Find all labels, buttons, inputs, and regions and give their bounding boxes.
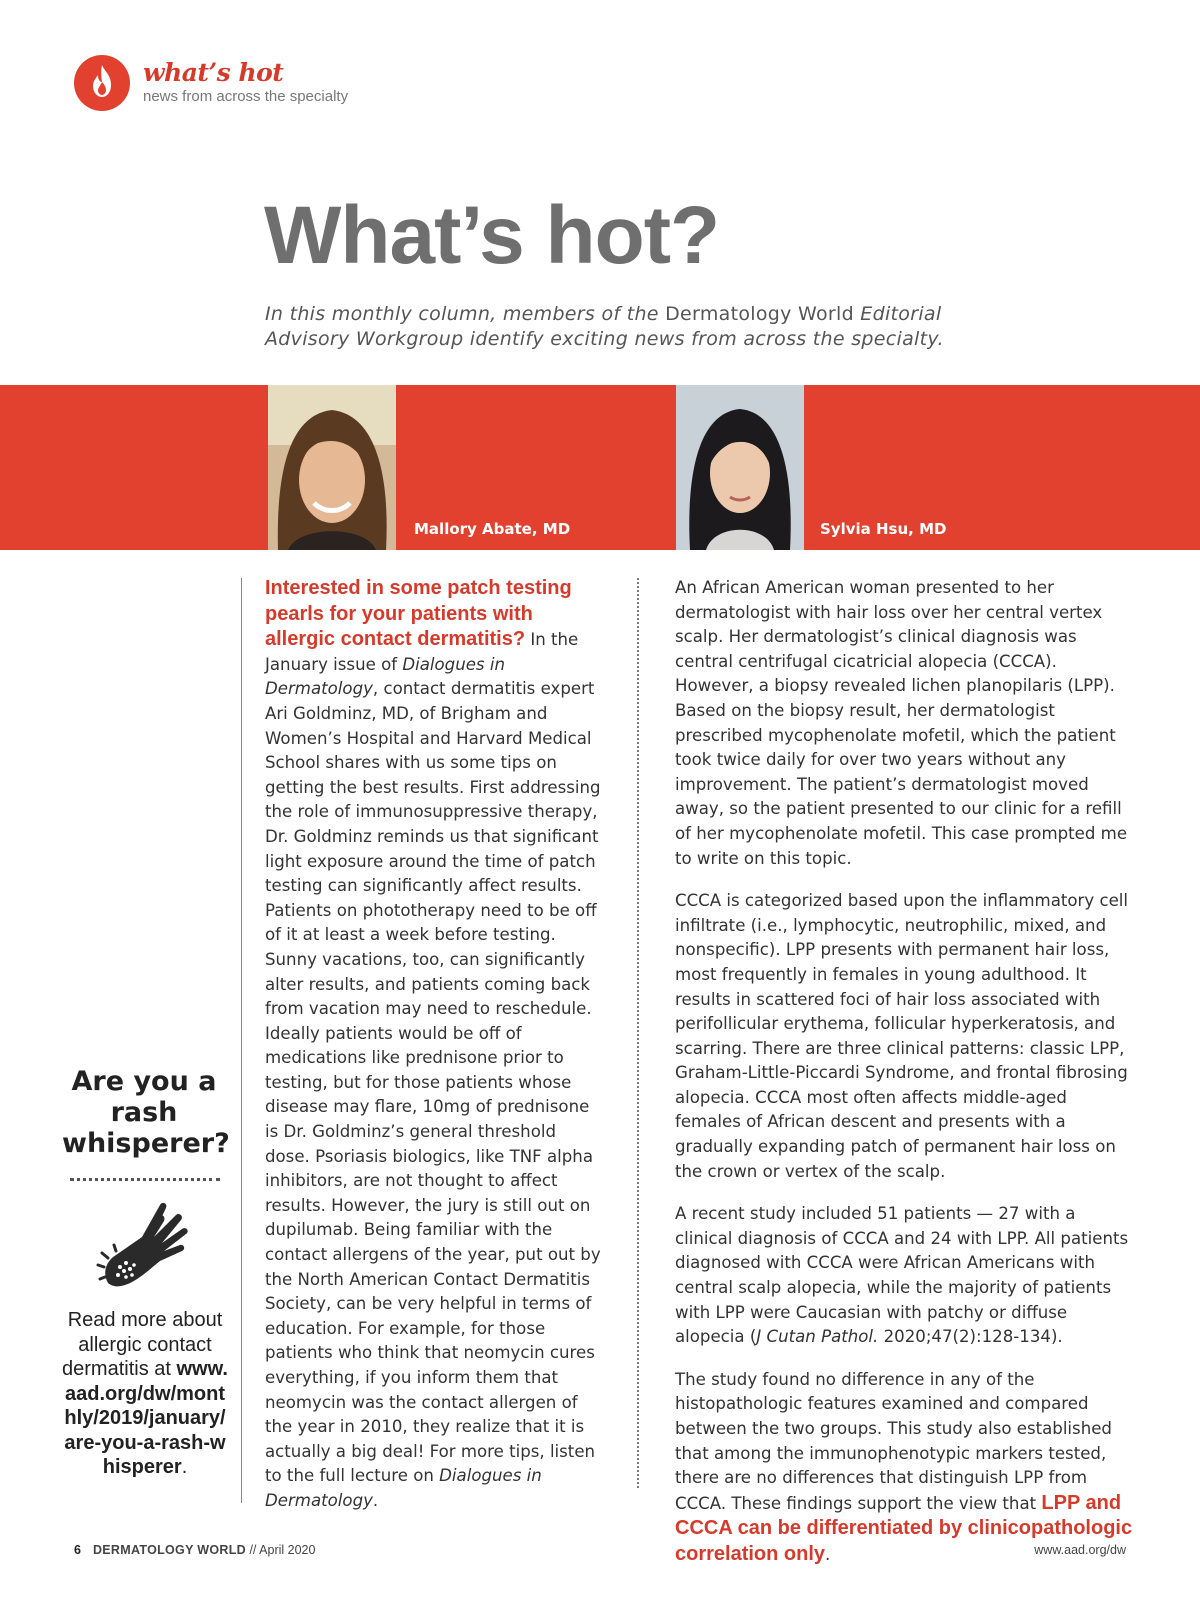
intro-part: Editorial Advisory Workgroup identify exciting news from across the specialty. (265, 303, 944, 350)
article-hsu (675, 576, 1135, 1586)
read-more-period: . (181, 1456, 188, 1478)
author-photo-abate (268, 385, 396, 550)
issue-date: April 2020 (259, 1543, 316, 1557)
article-text: 2020;47(2):128-134). (878, 1327, 1063, 1347)
article-text: The study found no difference in any of the histopathologic features examined and compared between the two groups. This study also established that among the immunophenotypic markers tested, there are no differences that distinguish LPP from CCCA. These findings support the view that (675, 1369, 1112, 1513)
article-text: , contact dermatitis expert Ari Goldminz, MD, of Brigham and Women’s Hospital and Harvard Medical School shares with us some tips on getting the best results. First addressing the role of immunosuppressive therapy, Dr. Goldminz reminds us that significant light exposure around the time of patch testing can significantly affect results. Patients on phototherapy need to be off of it at least a week before testing. Sunny vacations, too, can significantly alter results, and patients coming back from vacation may need to reschedule. Ideally patients would be off of medications like prednisone prior to testing, but for those patients whose disease may flare, 10mg of prednisone is Dr. Goldminz’s general threshold dose. Psoriasis biologics, like TNF alpha inhibitors, are not thought to affect results. However, the jury is still out on dupilumab. Being familiar with the contact allergens of the year, put out by the North American Contact Dermatitis Society, can be very helpful in terms of education. For example, for those patients who think that neomycin cures everything, if you inform them that neomycin was the contact allergen of the year in 2010, they realize that it is actually a big deal! For more tips, listen to the full lecture on (265, 679, 601, 1486)
article-text: A recent study included 51 patients — 27 with a clinical diagnosis of CCCA and 24 with LPP. All patients diagnosed with CCCA were African Americans with central scalp alopecia, while the majority of patients with LPP were Caucasian with patchy or diffuse alopecia ( (675, 1204, 1129, 1347)
article-text: . (825, 1544, 831, 1564)
footer-left (74, 1543, 315, 1557)
author-photo-hsu (676, 385, 804, 550)
intro-part: In this monthly column, members of the (265, 303, 666, 325)
intro-text (265, 302, 985, 352)
column-divider-dotted (637, 578, 639, 1488)
rash-hand-icon (90, 1195, 200, 1295)
author-band (0, 385, 1200, 550)
journal-citation: J Cutan Pathol. (756, 1327, 879, 1347)
source-title: Dialogues in Dermatology (265, 1466, 542, 1510)
column-divider-solid (241, 578, 242, 1503)
article-text: In the January issue of (265, 630, 579, 674)
page-number: 6 (74, 1543, 81, 1557)
article-abate (265, 576, 605, 1514)
read-more-text: Read more about allergic contact dermatitis at (62, 1309, 223, 1380)
article-paragraph (675, 1368, 1135, 1568)
highlight-conclusion: LPP and CCCA can be differentiated by clinicopathologic correlation only (675, 1491, 1133, 1565)
magazine-name: DERMATOLOGY WORLD (92, 1543, 246, 1557)
article-paragraph: An African American woman presented to her dermatologist with hair loss over her central vertex scalp. Her dermatologist’s clinical diagnosis was central centrifugal cicatricial alopecia (CCCA). However, a biopsy revealed lichen planopilaris (LPP). Based on the biopsy result, her dermatologist prescribed mycophenolate mofetil, which the patient took twice daily for over two years without any improvement. The patient’s dermatologist moved away, so the patient presented to our clinic for a refill of her mycophenolate mofetil. This case prompted me to write on this topic. (675, 578, 1128, 868)
source-title: Dialogues in Dermatology (265, 654, 505, 699)
page-title: What’s hot? (264, 190, 720, 281)
publication-name: Dermatology World (665, 303, 854, 325)
article-lead: Interested in some patch testing pearls for your patients with allergic contact dermatitis? (265, 577, 572, 651)
author-name-hsu: Sylvia Hsu, MD (820, 520, 947, 538)
footer-url[interactable]: www.aad.org/dw (1034, 1543, 1126, 1557)
article-paragraph (675, 1202, 1135, 1350)
footer-separator: // (245, 1543, 260, 1557)
sidebar-heading: Are you a rash whisperer? (62, 1066, 230, 1159)
flame-icon (74, 55, 130, 111)
author-name-abate: Mallory Abate, MD (414, 520, 571, 538)
article-text: . (372, 1490, 379, 1510)
section-kicker-subtitle: news from across the specialty (143, 88, 349, 105)
flame-logo (74, 55, 130, 111)
read-more-link[interactable]: www.aad.org/dw/monthly/2019/january/are-you-a-rash-whisperer (64, 1358, 228, 1478)
sidebar-divider (70, 1178, 220, 1181)
section-kicker-title: what’s hot (143, 58, 284, 87)
article-paragraph: CCCA is categorized based upon the inflammatory cell infiltrate (i.e., lymphocytic, neutrophilic, mixed, and nonspecific). LPP presents with permanent hair loss, most frequently in females in young adulthood. It results in scattered foci of hair loss associated with perifollicular erythema, follicular hyperkeratosis, and scarring. There are three clinical patterns: classic LPP, Graham-Little-Piccardi Syndrome, and frontal fibrosing alopecia. CCCA most often affects middle-aged females of African descent and presents with a gradually expanding patch of permanent hair loss on the crown or vertex of the scalp. (675, 891, 1129, 1181)
sidebar-read-more (60, 1308, 230, 1480)
